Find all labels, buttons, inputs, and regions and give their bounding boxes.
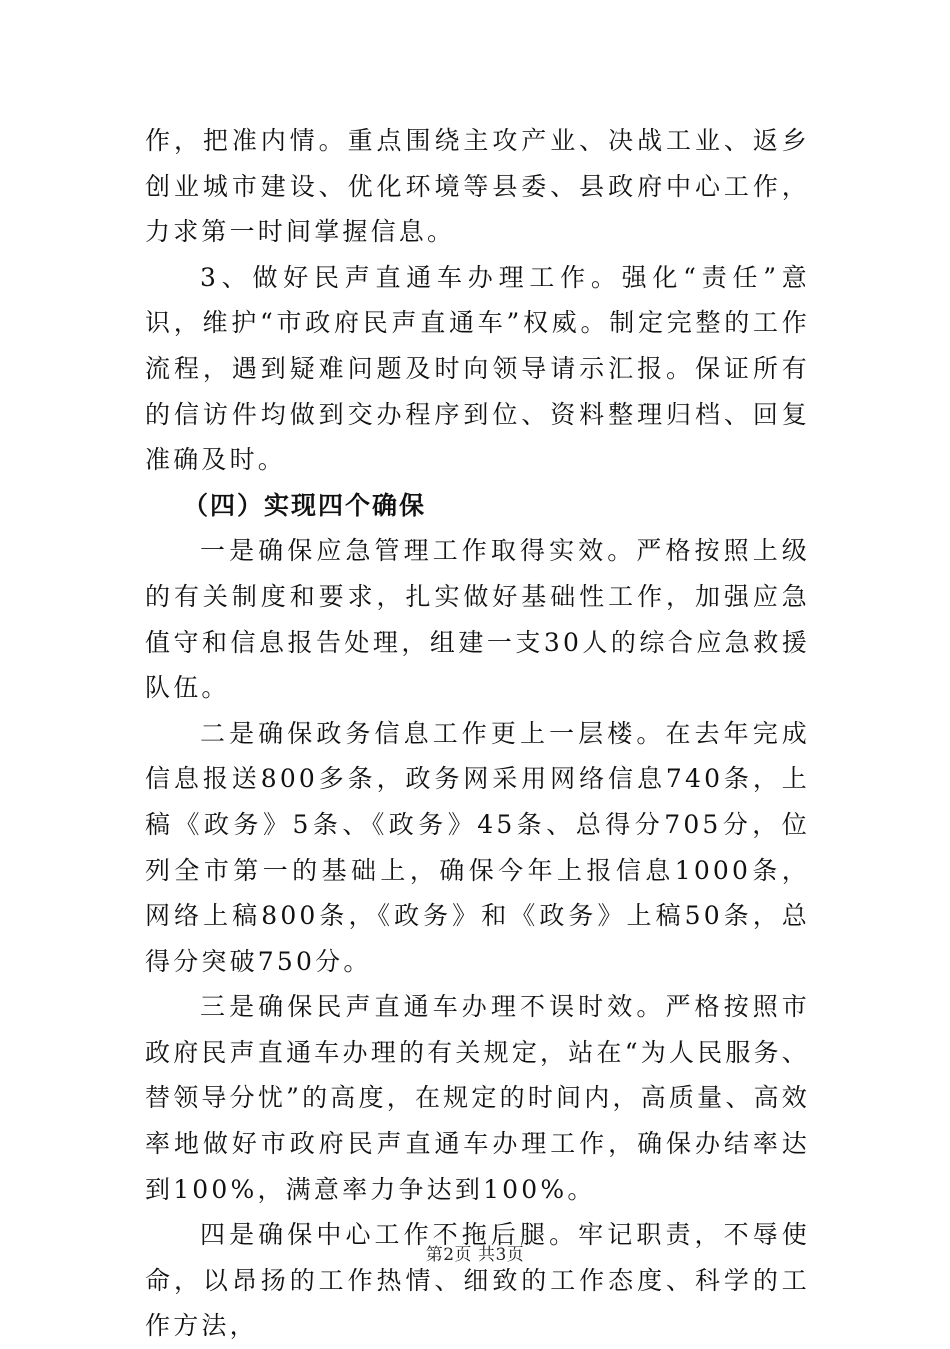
document-body	[145, 118, 810, 1349]
paragraph-ensure-4: 四是确保中心工作不拖后腿。牢记职责，不辱使命，以昂扬的工作热情、细致的工作态度、科学的工作方法，	[145, 1220, 810, 1341]
paragraph-item-3: 3、做好民声直通车办理工作。强化“责任”意识，维护“市政府民声直通车”权威。制定完整的工作流程，遇到疑难问题及时向领导请示汇报。保证所有的信访件均做到交办程序到位、资料整理归档、回复准确及时。	[145, 262, 810, 475]
page-number-footer: 第2页 共3页	[425, 1245, 525, 1265]
paragraph-continued: 作，把准内情。重点围绕主攻产业、决战工业、返乡创业城市建设、优化环境等县委、县政府中心工作，力求第一时间掌握信息。	[145, 126, 810, 247]
paragraph-ensure-1: 一是确保应急管理工作取得实效。严格按照上级的有关制度和要求，扎实做好基础性工作，加强应急值守和信息报告处理，组建一支30人的综合应急救援队伍。	[145, 536, 810, 703]
section-heading: （四）实现四个确保	[183, 490, 427, 520]
paragraph-ensure-2: 二是确保政务信息工作更上一层楼。在去年完成信息报送800多条，政务网采用网络信息740条，上稿《政务》5条、《政务》45条、总得分705分，位列全市第一的基础上，确保今年上报信息1000条，网络上稿800条，《政务》和《政务》上稿50条，总得分突破750分。	[145, 718, 810, 976]
paragraph-ensure-3: 三是确保民声直通车办理不误时效。严格按照市政府民声直通车办理的有关规定，站在“为人民服务、替领导分忧”的高度，在规定的时间内，高质量、高效率地做好市政府民声直通车办理工作，确保办结率达到100%，满意率力争达到100%。	[145, 992, 810, 1204]
